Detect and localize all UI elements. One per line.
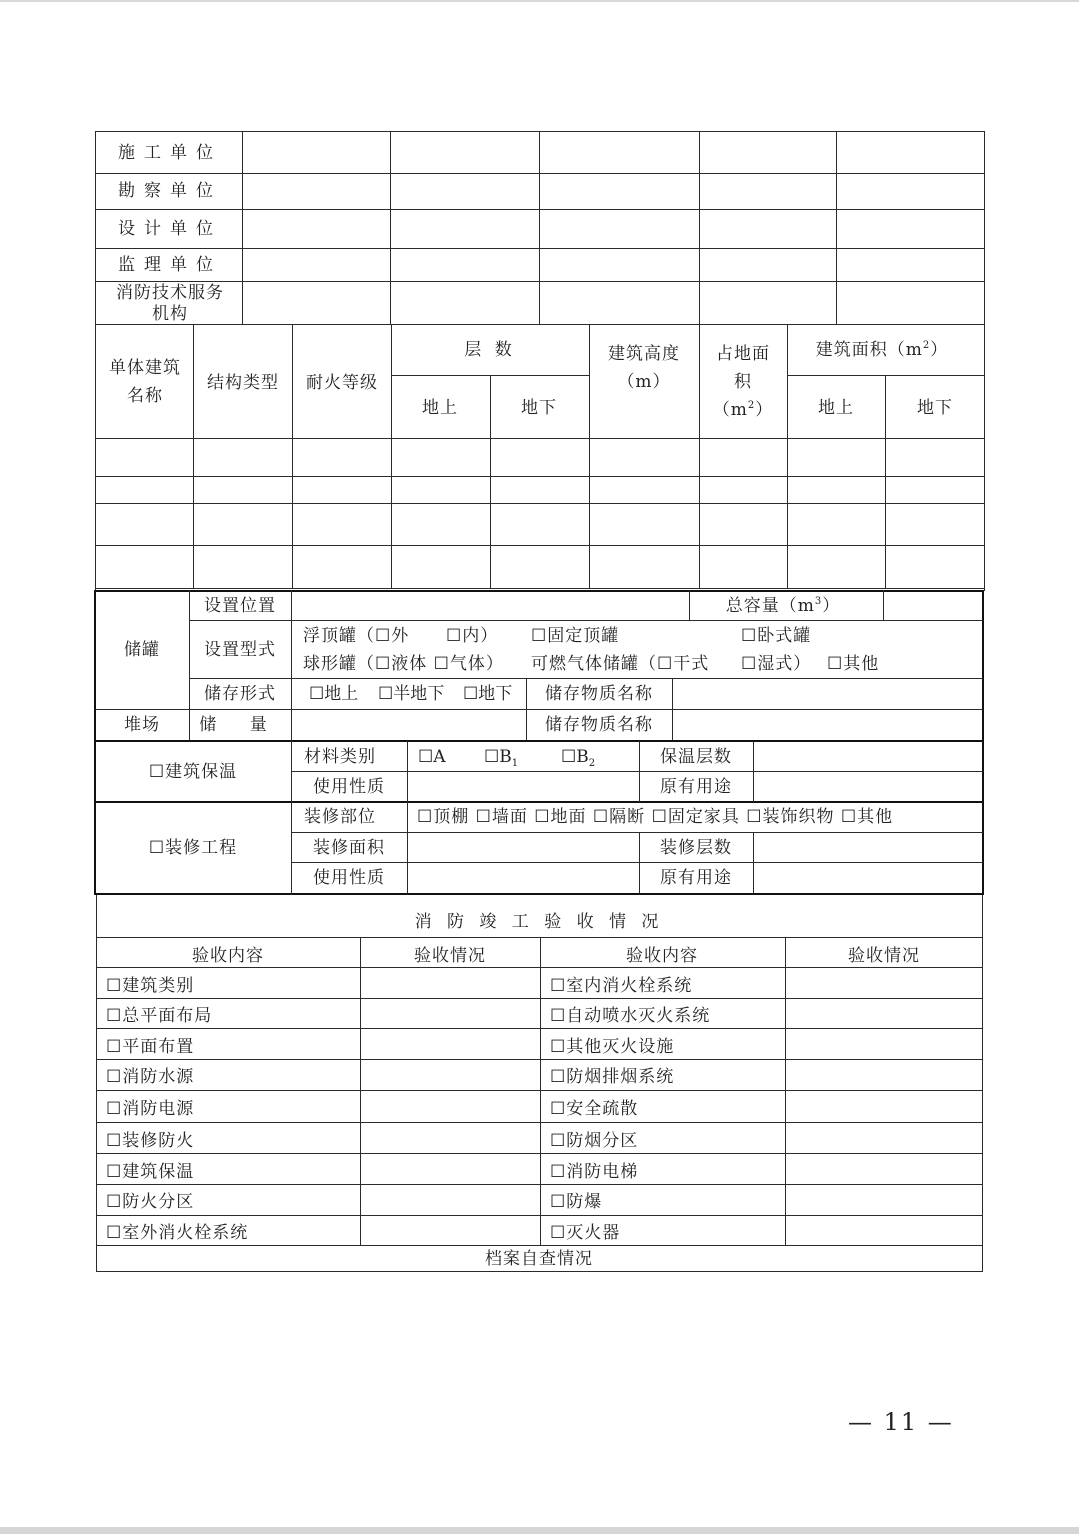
acceptance-item: ☐装修防火: [106, 1131, 195, 1151]
acceptance-item: ☐自动喷水灭火系统: [550, 1006, 711, 1026]
unit-label-tech-service: 消防技术服务: [116, 283, 224, 303]
header-fire-rating: 耐火等级: [306, 373, 378, 393]
unit-label-survey: 勘察单位: [118, 181, 222, 201]
acceptance-item: ☐防火分区: [106, 1192, 195, 1212]
insulation-label: ☐建筑保温: [148, 762, 238, 782]
decoration-floors-label: 装修层数: [660, 838, 732, 858]
header-building-name: 单体建筑: [109, 358, 181, 378]
tank-type-fixed-roof: ☐固定顶罐: [531, 626, 620, 646]
header-building-name-2: 名称: [127, 386, 163, 406]
tank-type-other: ☐其他: [827, 654, 880, 674]
decoration-label: ☐装修工程: [148, 838, 238, 858]
col-status-left: 验收情况: [414, 946, 486, 966]
decoration-area-label: 装修面积: [313, 838, 385, 858]
insulation-layers-label: 保温层数: [660, 747, 732, 767]
tank-storage-semi: ☐半地下: [378, 684, 445, 704]
tank-type-horizontal: ☐卧式罐: [741, 626, 812, 646]
decoration-usage-label: 使用性质: [313, 868, 385, 888]
header-floors: 层 数: [464, 340, 516, 360]
tank-label: 储罐: [124, 640, 160, 660]
unit-label-supervision: 监理单位: [118, 255, 222, 275]
top-edge: [0, 0, 1079, 2]
acceptance-item: ☐防爆: [550, 1192, 603, 1212]
page-number: — 11 —: [848, 1408, 954, 1436]
acceptance-item: ☐室内消火栓系统: [550, 976, 693, 996]
header-area-below: 地下: [917, 398, 953, 418]
decoration-orig-use-label: 原有用途: [660, 868, 732, 888]
acceptance-item: ☐消防电梯: [550, 1162, 639, 1182]
yard-amount-label: 储 量: [199, 715, 281, 735]
acceptance-item: ☐灭火器: [550, 1223, 621, 1243]
tank-type-gas-wet: ☐湿式）: [741, 654, 812, 674]
insulation-orig-use-label: 原有用途: [660, 777, 732, 797]
acceptance-item: ☐总平面布局: [106, 1006, 213, 1026]
acceptance-item: ☐防烟排烟系统: [550, 1067, 675, 1087]
header-land-area-unit: $(m^2)$: [712, 400, 774, 420]
decoration-part-label: 装修部位: [304, 807, 376, 827]
header-height: 建筑高度: [608, 344, 680, 364]
archive-self-check: 档案自查情况: [485, 1249, 593, 1269]
yard-material-name-label: 储存物质名称: [545, 715, 653, 735]
acceptance-item: ☐消防电源: [106, 1099, 195, 1119]
col-content-left: 验收内容: [192, 946, 264, 966]
acceptance-item: ☐室外消火栓系统: [106, 1223, 249, 1243]
insulation-material-type: 材料类别: [304, 747, 376, 767]
tank-type-floating-inner: ☐内）: [446, 626, 499, 646]
tank-storage-below: ☐地下: [463, 684, 513, 704]
bottom-edge: [0, 1527, 1079, 1534]
acceptance-item: ☐消防水源: [106, 1067, 195, 1087]
acceptance-item: ☐防烟分区: [550, 1131, 639, 1151]
tank-capacity-label: 总容量$(m^3)$: [725, 596, 841, 616]
unit-label-design: 设计单位: [118, 219, 222, 239]
col-status-right: 验收情况: [848, 946, 920, 966]
insulation-opt-b1: $☐B_1$: [484, 747, 519, 769]
header-land-area-2: 积: [734, 372, 752, 392]
acceptance-item: ☐建筑保温: [106, 1162, 195, 1182]
header-floors-below: 地下: [521, 398, 557, 418]
tank-type-gas: 可燃气体储罐（☐干式: [531, 654, 710, 674]
acceptance-title: 消 防 竣 工 验 收 情 况: [414, 912, 664, 932]
acceptance-item: ☐建筑类别: [106, 976, 195, 996]
header-height-unit: （m）: [617, 372, 671, 392]
header-area-above: 地上: [818, 398, 854, 418]
tank-location-label: 设置位置: [204, 596, 276, 616]
header-structure-type: 结构类型: [207, 373, 279, 393]
header-floors-above: 地上: [422, 398, 458, 418]
tank-type-label: 设置型式: [204, 640, 276, 660]
col-content-right: 验收内容: [626, 946, 698, 966]
tank-type-spherical: 球形罐（☐液体 ☐气体）: [303, 654, 504, 674]
tank-material-name-label: 储存物质名称: [545, 684, 653, 704]
header-land-area: 占地面: [716, 344, 770, 364]
decoration-parts-options: ☐顶棚 ☐墙面 ☐地面 ☐隔断 ☐固定家具 ☐装饰织物 ☐其他: [417, 807, 894, 827]
acceptance-item: ☐其他灭火设施: [550, 1037, 675, 1057]
tank-storage-label: 储存形式: [204, 684, 276, 704]
unit-label-construction: 施工单位: [118, 143, 222, 163]
acceptance-item: ☐安全疏散: [550, 1099, 639, 1119]
insulation-usage-label: 使用性质: [313, 777, 385, 797]
insulation-opt-a: ☐A: [418, 747, 446, 767]
yard-label: 堆场: [124, 715, 160, 735]
header-floor-area: 建筑面积$(m^2)$: [815, 340, 949, 360]
insulation-opt-b2: $☐B_2$: [561, 747, 596, 769]
unit-label-tech-service-2: 机构: [152, 304, 188, 324]
tank-type-floating: 浮顶罐（☐外: [303, 626, 410, 646]
tank-storage-above: ☐地上: [309, 684, 359, 704]
acceptance-item: ☐平面布置: [106, 1037, 195, 1057]
